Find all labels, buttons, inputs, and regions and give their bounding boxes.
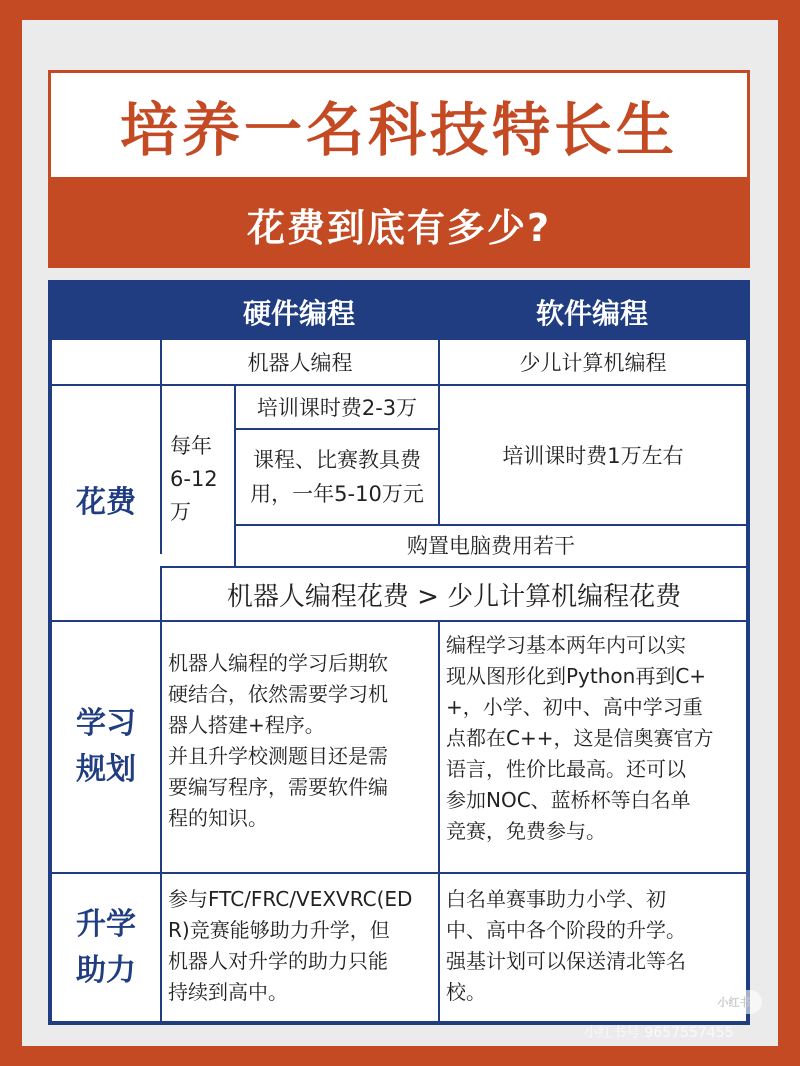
subtitle-bar <box>48 180 750 268</box>
header-hardware: 硬件编程 <box>160 284 438 340</box>
hardware-yearly-cost: 每年 6-12 万 <box>160 384 234 554</box>
hardware-training-cost: 培训课时费2-3万 <box>234 384 438 428</box>
watermark-logo: 小红书 <box>706 990 762 1014</box>
row-label-promotion: 升学 助力 <box>52 872 160 1021</box>
hardware-equipment-cost: 课程、比赛教具费 用，一年5-10万元 <box>234 428 438 524</box>
software-training-cost: 培训课时费1万左右 <box>438 384 746 524</box>
page-title: 培养一名科技特长生 <box>119 96 678 164</box>
plan-software-text: 编程学习基本两年内可以实 现从图形化到Python再到C+ +，小学、初中、高中学习重 点都在C++，这是信奥赛官方 语言，性价比最高。还可以 参加NOC、蓝桥杯等白名单 竞赛，免费参与。 <box>438 620 746 872</box>
subheader-software: 少儿计算机编程 <box>438 340 746 384</box>
watermark-id: 小红书号 9657557455 <box>584 1025 734 1041</box>
subheader-hardware: 机器人编程 <box>160 340 438 384</box>
row-label-plan: 学习 规划 <box>52 620 160 872</box>
promotion-hardware-text: 参与FTC/FRC/VEXVRC(ED R)竞赛能够助力升学，但 机器人对升学的助力只能 持续到高中。 <box>160 872 438 1021</box>
computer-cost: 购置电脑费用若干 <box>234 524 746 566</box>
cost-comparison: 机器人编程花费 > 少儿计算机编程花费 <box>160 566 746 620</box>
header-corner <box>52 284 160 340</box>
plan-hardware-text: 机器人编程的学习后期软 硬结合，依然需要学习机 器人搭建+程序。 并且升学校测题目还是需 要编写程序，需要软件编 程的知识。 <box>160 620 438 872</box>
title-box <box>48 70 750 180</box>
header-software: 软件编程 <box>438 284 746 340</box>
page-subtitle: 花费到底有多少? <box>246 205 552 250</box>
row-label-cost: 花费 <box>52 384 160 620</box>
comparison-table <box>48 280 750 1025</box>
promotion-software-text: 白名单赛事助力小学、初 中、高中各个阶段的升学。 强基计划可以保送清北等名 校。 <box>438 872 746 1021</box>
